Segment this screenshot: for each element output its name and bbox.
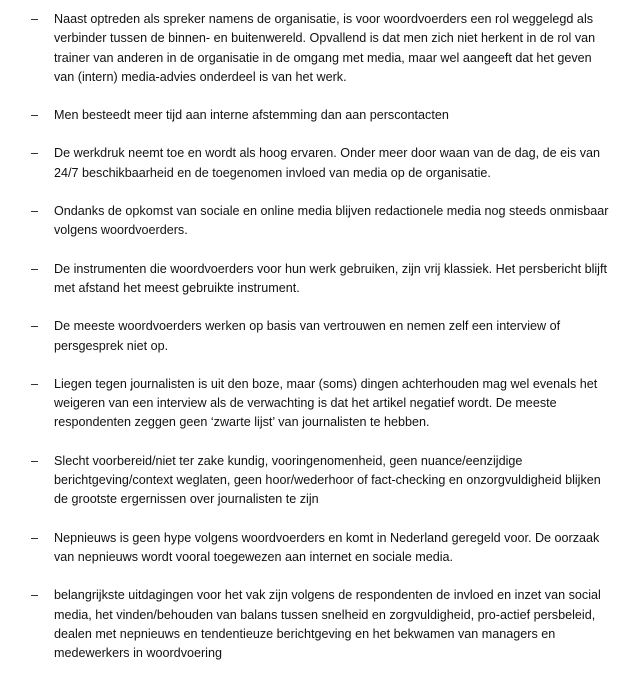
list-item-text: De instrumenten die woordvoerders voor hun werk gebruiken, zijn vrij klassiek. Het persbericht blijft met afstand het meest gebruikte instrument. <box>54 261 607 295</box>
list-item <box>0 529 628 568</box>
list-item <box>0 375 628 433</box>
list-item <box>0 10 628 87</box>
list-item-text: Naast optreden als spreker namens de organisatie, is voor woordvoerders een rol weggelegd als verbinder tussen de binnen- en buitenwereld. Opvallend is dat men zich niet herkent in de rol van trainer van anderen in de organisatie in de omgang met media, maar wel aangeeft dat het geven van (intern) media-advies onderdeel is van het werk. <box>54 12 596 84</box>
bullet-dash: – <box>31 530 39 545</box>
list-item-text: belangrijkste uitdagingen voor het vak zijn volgens de respondenten de invloed en inzet van social media, het vinden/behouden van balans tussen snelheid en zorgvuldigheid, pro-actief persbeleid, dealen met nepnieuws en tendentieuze berichtgeving en het bekwamen van managers en medewerkers in woordvoering <box>54 588 601 661</box>
list-item <box>0 317 628 356</box>
list-item-text: Ondanks de opkomst van sociale en online media blijven redactionele media nog steeds onmisbaar volgens woordvoerders. <box>54 204 609 238</box>
list-item-text: Liegen tegen journalisten is uit den boze, maar (soms) dingen achterhouden mag wel evenals het weigeren van een interview als de verwachting is dat het artikel negatief wordt. De meeste respondenten zeggen geen ‘zwarte lijst’ van journalisten te hebben. <box>54 376 598 430</box>
bullet-dash: – <box>31 204 39 219</box>
bullet-list <box>0 10 628 682</box>
bullet-dash: – <box>31 108 39 123</box>
bullet-dash: – <box>31 146 39 161</box>
bullet-dash: – <box>31 12 39 26</box>
list-item-text: Slecht voorbereid/niet ter zake kundig, vooringenomenheid, geen nuance/eenzijdige berichtgeving/context weglaten, geen hoor/wederhoor of fact-checking en onzorgvuldigheid blijken de grootste ergernissen over journalisten te zijn <box>54 453 601 507</box>
list-item-text: De werkdruk neemt toe en wordt als hoog ervaren. Onder meer door waan van de dag, de eis van 24/7 beschikbaarheid en de toegenomen invloed van media op de organisatie. <box>54 146 601 180</box>
bullet-dash: – <box>31 319 39 334</box>
bullet-dash: – <box>31 588 39 603</box>
list-item-text: De meeste woordvoerders werken op basis van vertrouwen en nemen zelf een interview of persgesprek niet op. <box>54 319 561 353</box>
list-item <box>0 202 628 241</box>
list-item <box>0 144 628 183</box>
bullet-dash: – <box>31 376 39 391</box>
bullet-dash: – <box>31 453 39 468</box>
list-item <box>0 452 628 510</box>
list-item <box>0 260 628 299</box>
list-item-text: Nepnieuws is geen hype volgens woordvoerders en komt in Nederland geregeld voor. De oorzaak van nepnieuws wordt vooral toegewezen aan internet en sociale media. <box>54 530 600 564</box>
list-item <box>0 106 628 125</box>
list-item-text: Men besteedt meer tijd aan interne afstemming dan aan perscontacten <box>54 108 449 123</box>
bullet-dash: – <box>31 261 39 276</box>
list-item <box>0 586 628 663</box>
